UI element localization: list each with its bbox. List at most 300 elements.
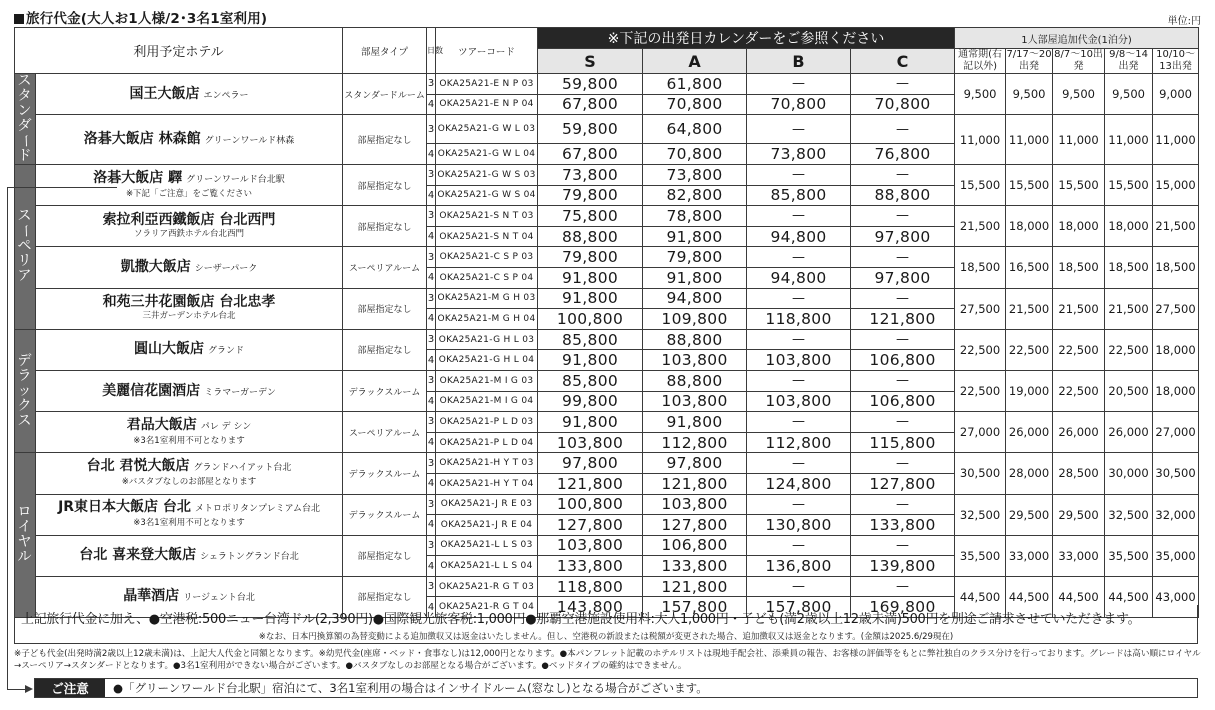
single-supplement: 22,500 [955,370,1006,411]
single-supplement: 20,500 [1105,370,1153,411]
hotel-note: ※3名1室利用不可となります [133,518,245,529]
table-row [15,165,1199,186]
price-cell: 121,800 [643,576,747,597]
price-cell: 85,800 [747,185,851,206]
tour-code: OKA25A21-G W L 03 [436,115,538,144]
caution-label: ご注意 [35,679,105,697]
days-cell: 4 [427,267,436,288]
header-add-col: 9/8〜14出発 [1105,49,1153,74]
price-unavailable: — [747,370,851,391]
price-cell: 67,800 [538,144,643,165]
single-supplement: 15,500 [955,165,1006,206]
price-cell: 103,800 [747,350,851,371]
days-cell: 3 [427,288,436,309]
category-char: リ [17,253,33,270]
hotel-kana: エンペラー [203,90,249,101]
price-unavailable: — [747,535,851,556]
unit-label: 単位:円 [1167,16,1201,27]
single-supplement: 30,500 [955,453,1006,494]
category-char: ヤ [17,534,33,551]
hotel-name: 洛碁大飯店 驛 [93,169,183,186]
room-type: デラックスルーム [343,494,427,535]
category-char: デ [17,352,33,369]
days-cell: 3 [427,370,436,391]
single-supplement: 18,000 [1006,206,1053,247]
single-supplement: 9,500 [1053,74,1105,115]
single-supplement: 18,000 [1153,329,1199,370]
price-cell: 91,800 [643,412,747,433]
price-cell: 85,800 [538,370,643,391]
category-label [15,74,36,165]
price-cell: 99,800 [538,391,643,412]
price-cell: 106,800 [851,391,955,412]
header-single-supplement: 1人部屋追加代金(1泊分) [955,28,1199,49]
days-cell: 3 [427,206,436,227]
single-supplement: 28,500 [1053,453,1105,494]
price-cell: 100,800 [538,309,643,330]
category-char: ス [17,208,33,225]
single-supplement: 21,500 [1006,288,1053,329]
header-season-b: B [747,49,851,74]
single-supplement: 21,500 [1153,206,1199,247]
hotel-cell [36,288,343,329]
single-supplement: 26,000 [1053,412,1105,453]
tour-code: OKA25A21-L L S 03 [436,535,538,556]
price-unavailable: — [747,165,851,186]
single-supplement: 21,500 [1053,288,1105,329]
single-supplement: 27,500 [955,288,1006,329]
hotel-name: 圓山大飯店 [134,341,204,358]
tour-code: OKA25A21-H Y T 03 [436,453,538,474]
hotel-cell [36,494,343,535]
tour-code: OKA25A21-C S P 03 [436,247,538,268]
price-cell: 78,800 [643,206,747,227]
hotel-name: 索拉利亞西鐵飯店 台北西門 [102,211,276,228]
category-char: タ [17,88,33,104]
single-supplement: 29,500 [1006,494,1053,535]
hotel-kana: シェラトングランド台北 [200,552,299,563]
single-supplement: 19,000 [1006,370,1053,411]
price-cell: 61,800 [643,74,747,95]
tour-code: OKA25A21-R G T 04 [436,597,538,618]
caution-box [34,678,1198,698]
price-cell: 91,800 [643,226,747,247]
days-cell: 4 [427,226,436,247]
tour-code: OKA25A21-G W S 04 [436,185,538,206]
price-unavailable: — [747,115,851,144]
days-cell: 4 [427,309,436,330]
square-bullet-icon [14,14,24,24]
hotel-kana: リージェント台北 [183,593,255,604]
days-cell: 4 [427,391,436,412]
price-cell: 75,800 [538,206,643,227]
single-supplement: 22,500 [1053,370,1105,411]
hotel-name: 美麗信花園酒店 [102,382,201,399]
price-cell: 88,800 [538,226,643,247]
table-row [15,247,1199,268]
hotel-cell [36,247,343,288]
price-cell: 94,800 [643,288,747,309]
single-supplement: 11,000 [1153,115,1199,165]
price-unavailable: — [851,329,955,350]
days-cell: 3 [427,247,436,268]
single-supplement: 35,500 [955,535,1006,576]
room-type: 部屋指定なし [343,329,427,370]
tour-code: OKA25A21-H Y T 04 [436,473,538,494]
price-cell: 121,800 [643,473,747,494]
header-calendar-note: ※下記の出発日カレンダーをご参照ください [538,28,955,49]
price-cell: 70,800 [851,94,955,115]
single-supplement: 27,500 [1153,288,1199,329]
price-cell: 73,800 [538,165,643,186]
days-cell: 3 [427,329,436,350]
hotel-name: 台北 君悦大飯店 [86,457,190,474]
price-table [14,27,1199,618]
days-cell: 4 [427,185,436,206]
tour-code: OKA25A21-G H L 03 [436,329,538,350]
price-cell: 64,800 [643,115,747,144]
single-supplement: 26,000 [1105,412,1153,453]
hotel-kana: グリーンワールド台北駅 [186,174,285,185]
tour-code: OKA25A21-M G H 04 [436,309,538,330]
price-cell: 91,800 [538,288,643,309]
single-supplement: 9,000 [1153,74,1199,115]
header-tour-code: ツアーコード [436,28,538,74]
price-cell: 79,800 [643,247,747,268]
price-unavailable: — [747,206,851,227]
tour-code: OKA25A21-M G H 03 [436,288,538,309]
table-row [15,494,1199,515]
single-supplement: 15,500 [1006,165,1053,206]
days-cell: 4 [427,350,436,371]
single-supplement: 28,000 [1006,453,1053,494]
price-cell: 97,800 [851,226,955,247]
days-cell: 4 [427,94,436,115]
price-cell: 94,800 [747,267,851,288]
price-unavailable: — [851,535,955,556]
days-cell: 4 [427,597,436,618]
single-supplement: 29,500 [1053,494,1105,535]
single-supplement: 27,000 [1153,412,1199,453]
price-unavailable: — [851,115,955,144]
tour-code: OKA25A21-J R E 04 [436,515,538,536]
price-cell: 76,800 [851,144,955,165]
hotel-cell [36,74,343,115]
days-cell: 3 [427,74,436,95]
tour-code: OKA25A21-E N P 04 [436,94,538,115]
hotel-note: ※下記「ご注意」をご覧ください [125,188,253,199]
tour-code: OKA25A21-S N T 04 [436,226,538,247]
days-cell: 3 [427,494,436,515]
days-cell: 3 [427,453,436,474]
hotel-name: 台北 喜来登大飯店 [79,547,197,564]
single-supplement: 30,000 [1105,453,1153,494]
header-season-a: A [643,49,747,74]
hotel-name: 凱撒大飯店 [120,258,191,275]
hotel-kana: グリーンワールド林森 [204,136,295,147]
tax-notice [14,605,1198,644]
single-supplement: 15,000 [1153,165,1199,206]
single-supplement: 21,500 [955,206,1006,247]
bracket-line [7,187,117,188]
single-supplement: 9,500 [955,74,1006,115]
single-supplement: 18,500 [1105,247,1153,288]
tour-code: OKA25A21-M I G 03 [436,370,538,391]
price-cell: 103,800 [643,391,747,412]
category-char: ー [17,224,34,240]
price-cell: 91,800 [538,412,643,433]
tax-main-text: 上記旅行代金に加え、●空港税:500ニュー台湾ドル(2,390円)●国際観光旅客税:1,000円●那覇空港施設使用料:大人1,000円・子ども(満2歳以上12歳未満)500円を別途ご請求させていただきます。 [21,612,1141,627]
price-cell: 59,800 [538,115,643,144]
category-char: ッ [17,382,33,399]
price-cell: 79,800 [538,247,643,268]
tour-code: OKA25A21-P L D 04 [436,432,538,453]
price-cell: 157,800 [643,597,747,618]
price-cell: 127,800 [643,515,747,536]
days-cell: 4 [427,432,436,453]
category-label [15,453,36,618]
single-supplement: 43,000 [1153,576,1199,617]
price-cell: 121,800 [851,309,955,330]
room-type: 部屋指定なし [343,206,427,247]
footnote: ※子ども代金(出発時満2歳以上12歳未満)は、上記大人代金と同額となります。※幼児代金(座席・ベッド・食事なし)は12,000円となります。●本パンフレット記載のホテルリストは現地手配会社、添乗員の報告、お客様の評価等をもとに弊社独自のクラス分けを行っております。グレードは高い順にロイヤル→スーペリア→スタンダードとなります。●3名1室利用ができない場合がございます。●バスタブなしのお部屋となる場合がございます。●ベッドタイプの確約はできません。 [14,649,1201,671]
price-cell: 59,800 [538,74,643,95]
price-cell: 100,800 [538,494,643,515]
table-row [15,370,1199,391]
hotel-name: JR東日本大飯店 台北 [58,499,191,516]
price-cell: 73,800 [643,165,747,186]
price-unavailable: — [851,288,955,309]
price-cell: 133,800 [538,556,643,577]
price-cell: 115,800 [851,432,955,453]
category-name [15,209,35,284]
page-title: 旅行代金(大人お1人様/2･3名1室利用) [14,7,267,27]
tour-code: OKA25A21-P L D 03 [436,412,538,433]
hotel-note: ※3名1室利用不可となります [133,435,245,446]
price-cell: 157,800 [747,597,851,618]
category-char: ペ [17,238,33,255]
hotel-kana: グランドハイアット台北 [193,462,292,473]
price-cell: 97,800 [851,267,955,288]
category-label [15,165,36,330]
price-unavailable: — [747,288,851,309]
days-cell: 3 [427,165,436,186]
days-cell: 4 [427,556,436,577]
category-char: イ [17,519,33,536]
hotel-name: 和苑三井花園飯店 台北忠孝 [102,294,276,311]
header-add-col: 7/17〜20出発 [1006,49,1052,72]
price-cell: 118,800 [538,576,643,597]
price-cell: 88,800 [643,329,747,350]
tour-code: OKA25A21-R G T 03 [436,576,538,597]
hotel-kana: パレ デ シン [200,421,252,432]
price-cell: 133,800 [851,515,955,536]
price-cell: 106,800 [851,350,955,371]
single-supplement: 18,000 [1053,206,1105,247]
price-cell: 112,800 [643,432,747,453]
category-label [15,329,36,453]
header-add-col: 8/7〜10出発 [1054,49,1103,72]
table-row [15,115,1199,144]
price-cell: 169,800 [851,597,955,618]
single-supplement: 18,500 [955,247,1006,288]
price-cell: 103,800 [538,432,643,453]
bracket-line [7,188,8,689]
price-unavailable: — [851,206,955,227]
single-supplement: 11,000 [955,115,1006,165]
price-cell: 85,800 [538,329,643,350]
days-cell: 3 [427,576,436,597]
price-cell: 97,800 [538,453,643,474]
single-supplement: 15,500 [1105,165,1153,206]
single-supplement: 11,000 [1105,115,1153,165]
hotel-note: ソラリア西鉄ホテル台北西門 [133,228,245,239]
category-char: ク [17,397,33,414]
category-char: ド [17,148,33,164]
hotel-kana: グランド [208,346,245,357]
price-cell: 121,800 [538,473,643,494]
single-supplement: 16,500 [1006,247,1053,288]
price-cell: 106,800 [643,535,747,556]
single-supplement: 9,500 [1105,74,1153,115]
price-unavailable: — [851,165,955,186]
category-char: ダ [17,118,33,134]
days-cell: 3 [427,412,436,433]
days-cell: 3 [427,535,436,556]
single-supplement: 22,500 [1105,329,1153,370]
price-cell: 91,800 [538,267,643,288]
single-supplement: 18,500 [1153,247,1199,288]
table-row [15,412,1199,433]
category-name [15,74,35,164]
price-cell: 118,800 [747,309,851,330]
hotel-name: 国王大飯店 [129,85,200,102]
category-char: ス [17,73,33,89]
category-char: ス [17,412,33,429]
price-unavailable: — [851,453,955,474]
single-supplement: 35,500 [1105,535,1153,576]
price-unavailable: — [851,576,955,597]
tour-code: OKA25A21-M I G 04 [436,391,538,412]
tour-code: OKA25A21-J R E 03 [436,494,538,515]
single-supplement: 9,500 [1006,74,1053,115]
header-days: 日数 [427,28,436,74]
single-supplement: 22,500 [1053,329,1105,370]
price-cell: 70,800 [643,94,747,115]
header-add-col: 通常期(右記以外) [955,49,1006,74]
room-type: スーペリアルーム [343,247,427,288]
days-cell: 4 [427,473,436,494]
header-room-type: 部屋タイプ [343,28,427,74]
price-cell: 94,800 [747,226,851,247]
days-cell: 4 [427,515,436,536]
hotel-note: 三井ガーデンホテル台北 [142,311,236,322]
category-char: ロ [17,504,33,521]
category-char: ン [17,103,33,119]
category-char: ル [17,549,33,566]
hotel-kana: メトロポリタンプレミアム台北 [194,504,320,515]
single-supplement: 32,500 [1105,494,1153,535]
table-row [15,576,1199,597]
single-supplement: 30,500 [1153,453,1199,494]
single-supplement: 27,000 [955,412,1006,453]
room-type: デラックスルーム [343,370,427,411]
category-char: ア [17,268,33,285]
single-supplement: 11,000 [1053,115,1105,165]
room-type: 部屋指定なし [343,288,427,329]
price-cell: 88,800 [643,370,747,391]
price-cell: 91,800 [538,350,643,371]
table-row [15,288,1199,309]
single-supplement: 22,500 [1006,329,1053,370]
price-cell: 73,800 [747,144,851,165]
single-supplement: 44,500 [1053,576,1105,617]
hotel-cell [36,165,343,206]
single-supplement: 33,000 [1053,535,1105,576]
price-cell: 70,800 [747,94,851,115]
single-supplement: 44,500 [1105,576,1153,617]
room-type: 部屋指定なし [343,535,427,576]
price-cell: 143,800 [538,597,643,618]
table-row [15,535,1199,556]
single-supplement: 32,500 [955,494,1006,535]
single-supplement: 35,000 [1153,535,1199,576]
single-supplement: 15,500 [1053,165,1105,206]
price-unavailable: — [747,494,851,515]
single-supplement: 18,000 [1153,370,1199,411]
tour-code: OKA25A21-S N T 03 [436,206,538,227]
tour-code: OKA25A21-C S P 04 [436,267,538,288]
room-type: 部屋指定なし [343,165,427,206]
hotel-cell [36,206,343,247]
price-unavailable: — [851,494,955,515]
header-hotel: 利用予定ホテル [15,28,343,74]
price-cell: 79,800 [538,185,643,206]
price-unavailable: — [851,247,955,268]
room-type: 部屋指定なし [343,115,427,165]
price-unavailable: — [747,247,851,268]
price-unavailable: — [851,412,955,433]
tour-code: OKA25A21-G H L 04 [436,350,538,371]
price-cell: 70,800 [643,144,747,165]
category-name [15,354,35,429]
room-type: スタンダードルーム [343,74,427,115]
price-unavailable: — [851,74,955,95]
price-cell: 127,800 [851,473,955,494]
category-char: ー [17,134,34,149]
table-row [15,206,1199,227]
hotel-note: ※バスタブなしのお部屋となります [121,476,257,487]
header-season-s: S [538,49,643,74]
tax-sub-text: ※なお、日本円換算額の為替変動による追加徴収又は返金はいたしません。但し、空港税の新設または税額が変更された場合、追加徴収又は返金となります。(金額は2025.6/29現在) [258,632,954,642]
tour-code: OKA25A21-G W S 03 [436,165,538,186]
single-supplement: 11,000 [1006,115,1053,165]
single-supplement: 44,500 [955,576,1006,617]
price-cell: 124,800 [747,473,851,494]
hotel-kana: シーザーパーク [194,263,258,274]
category-name [15,505,35,565]
price-cell: 139,800 [851,556,955,577]
price-cell: 103,800 [538,535,643,556]
days-cell: 4 [427,144,436,165]
price-cell: 91,800 [643,267,747,288]
single-supplement: 32,000 [1153,494,1199,535]
price-cell: 112,800 [747,432,851,453]
arrow-right-icon [25,685,33,693]
price-unavailable: — [747,453,851,474]
tour-code: OKA25A21-G W L 04 [436,144,538,165]
price-cell: 127,800 [538,515,643,536]
